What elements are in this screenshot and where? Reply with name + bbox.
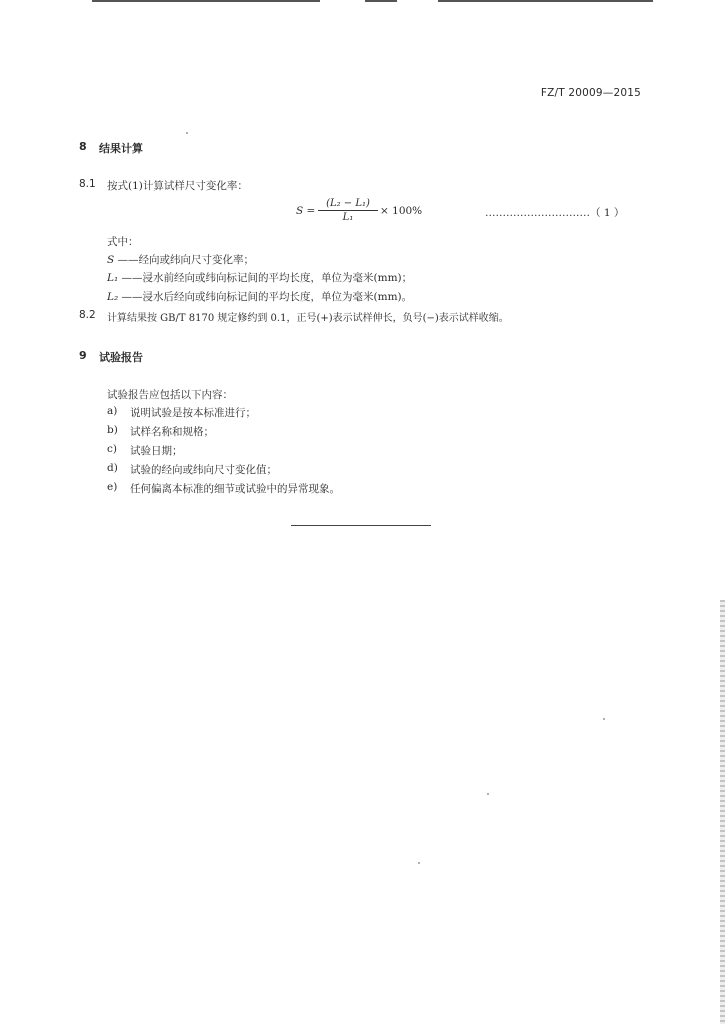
formula-fraction [318,198,378,223]
formula-lhs: S = [296,205,316,217]
section-8-number: 8 [79,140,87,153]
report-item-label: e) [107,481,118,493]
definition-l1 [107,270,412,285]
definition-symbol: L₁ [107,272,119,284]
scan-speck [487,793,489,795]
clause-8-2-text: 计算结果按 GB/T 8170 规定修约到 0.1，正号(+)表示试样伸长，负号(−)表示试样收缩。 [107,313,509,324]
equation-number: …………………………（ 1 ） [485,207,625,219]
report-item-text: 试验的经向或纬向尺寸变化值； [130,464,277,476]
formula-denominator: L₁ [342,212,354,223]
standard-code: FZ/T 20009—2015 [540,87,641,99]
top-rule-left [92,0,320,2]
definition-text: ——经向或纬向尺寸变化率； [114,254,255,266]
formula-numerator: (L₂ − L₁) [326,198,370,209]
scan-speck [603,718,605,720]
scan-speck [418,862,420,864]
definition-s [107,252,254,267]
top-rule-right [438,0,653,2]
top-rule-mid [365,0,397,2]
scan-speck [186,132,188,134]
definition-l2 [107,289,412,304]
definition-text: ——浸水后经向或纬向标记间的平均长度，单位为毫米(mm)。 [118,291,413,303]
section-9-number: 9 [79,349,87,362]
report-item-label: b) [107,424,118,436]
report-item-text: 说明试验是按本标准进行； [130,407,256,419]
fraction-bar [318,210,378,211]
report-item-text: 试样名称和规格； [130,426,214,438]
section-8-title: 结果计算 [99,142,143,155]
report-item-label: d) [107,462,118,474]
definition-symbol: S [107,254,115,266]
scan-edge-noise [720,600,725,1024]
where-label: 式中： [107,236,139,248]
report-item-label: c) [107,443,117,455]
section-9-title: 试验报告 [99,351,143,364]
clause-8-2-number: 8.2 [79,309,96,321]
clause-8-1-text: 按式(1)计算试样尺寸变化率： [107,180,248,192]
definition-text: ——浸水前经向或纬向标记间的平均长度，单位为毫米(mm)； [118,272,413,284]
report-item-label: a) [107,405,118,417]
report-item-text: 试验日期； [130,445,183,457]
report-intro: 试验报告应包括以下内容： [107,389,233,401]
formula-rhs: × 100% [380,205,423,217]
end-rule [291,525,431,526]
clause-8-1-number: 8.1 [79,178,96,190]
definition-symbol: L₂ [107,291,119,303]
report-item-text: 任何偏离本标准的细节或试验中的异常现象。 [130,483,340,495]
